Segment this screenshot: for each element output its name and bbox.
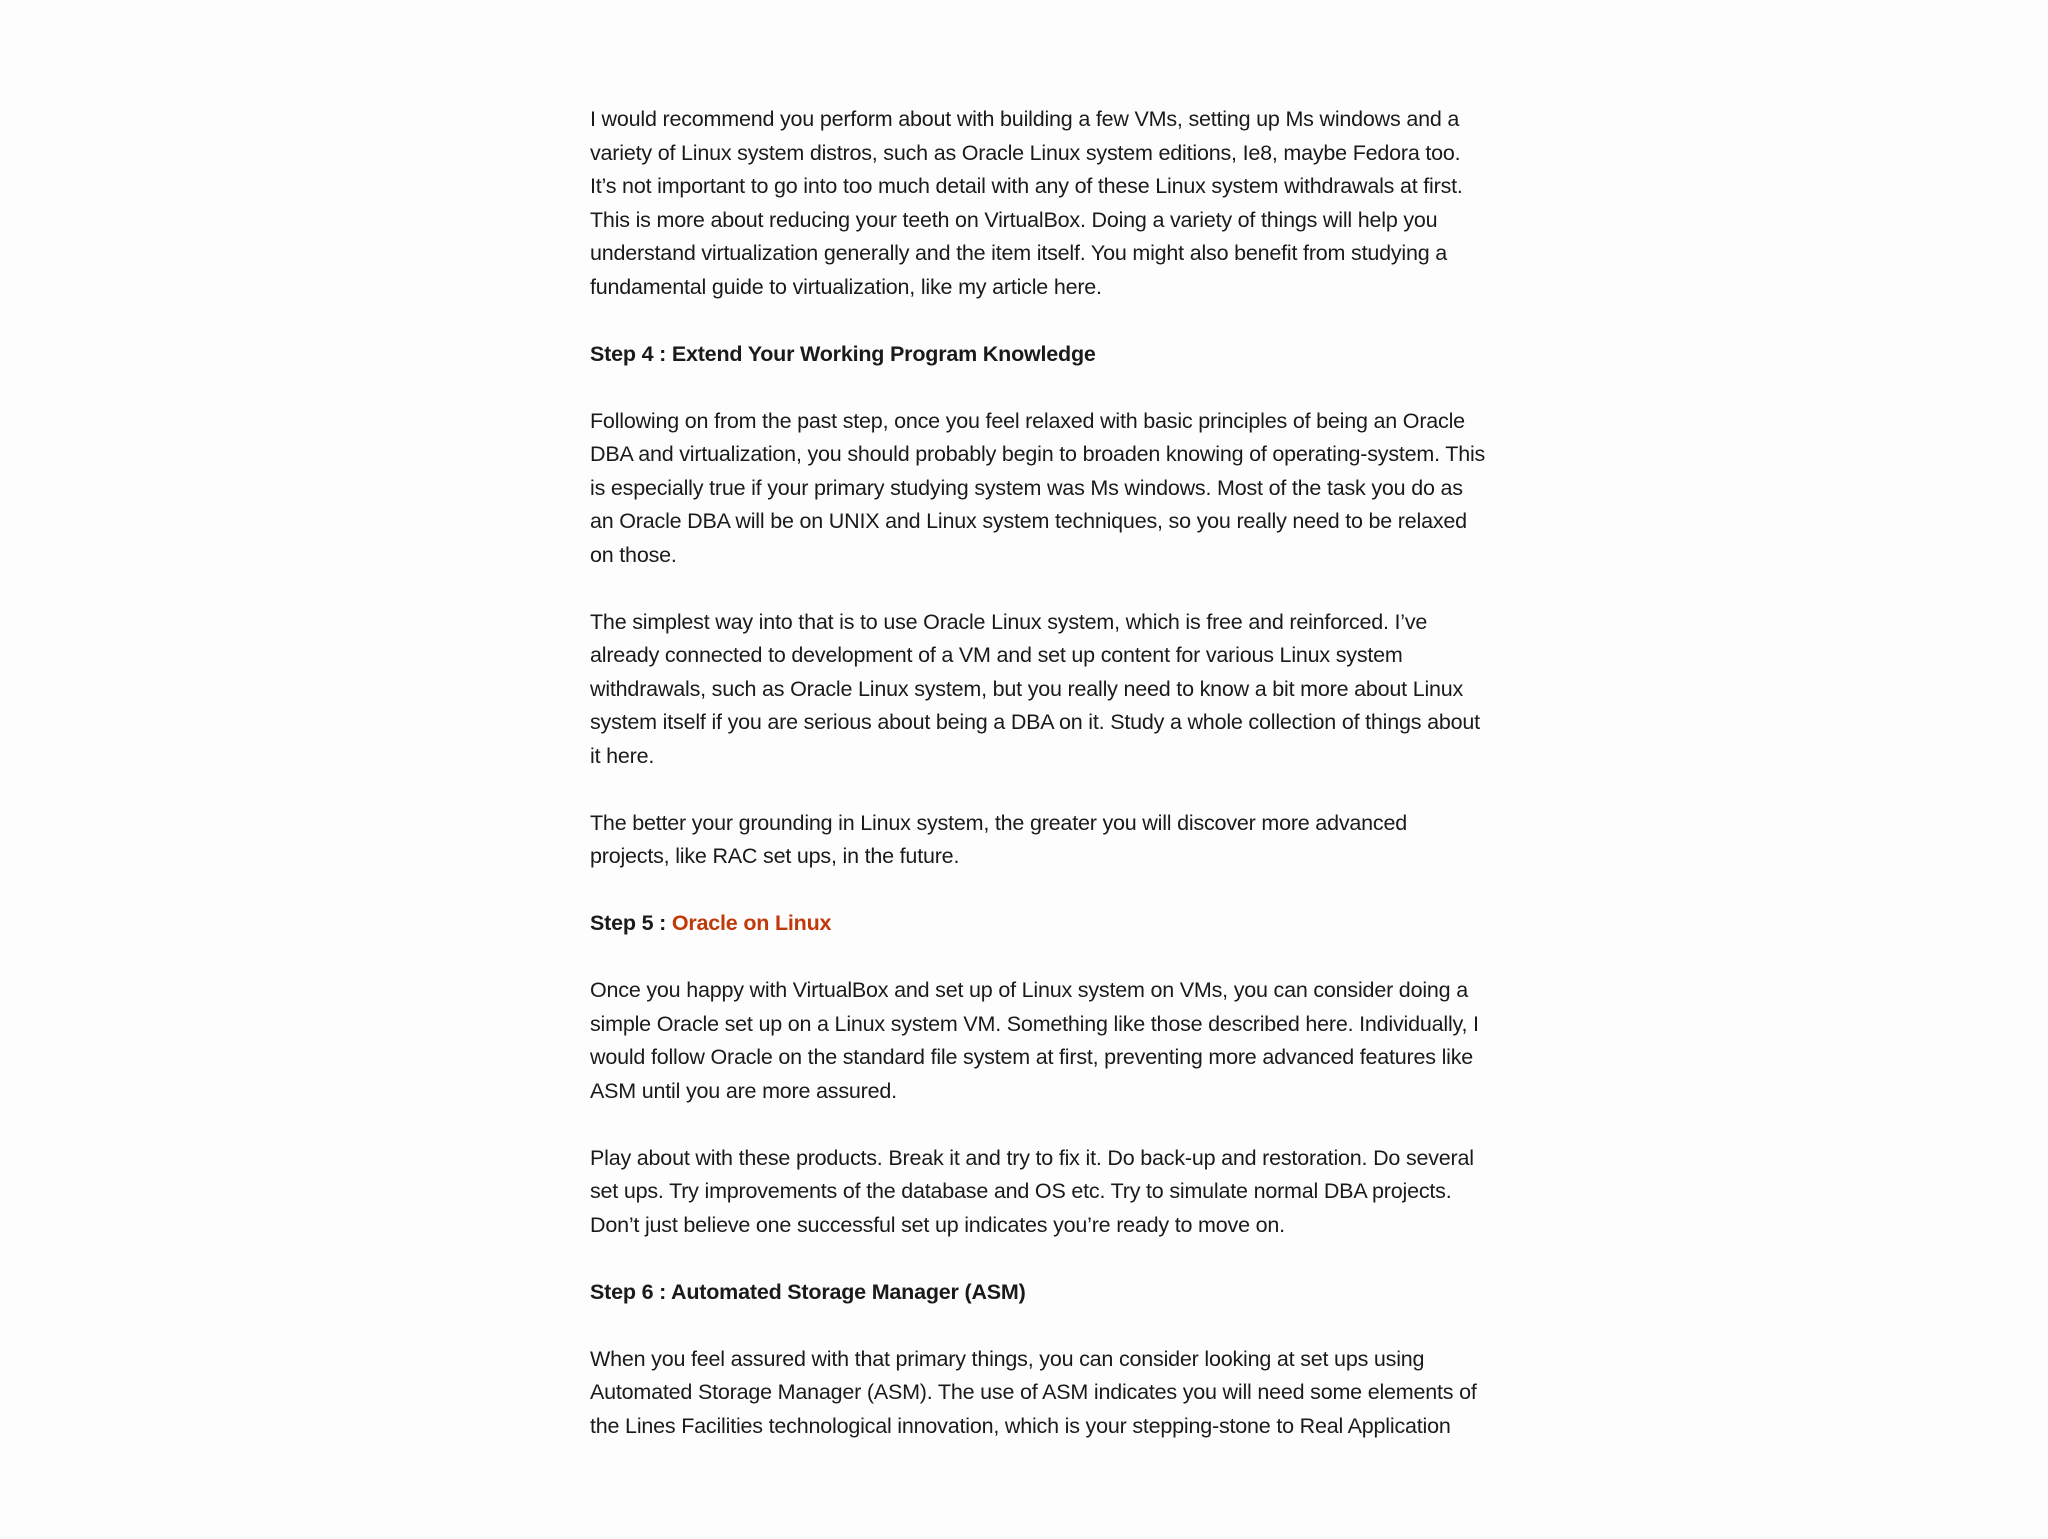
step-6-paragraph: When you feel assured with that primary things, you can consider looking at set ups using Automated Storage Manager (ASM). The use of ASM indicates you will need some elements of the Lines Facilities technological innovation, which is your stepping-stone to Real Application [590,1346,1477,1438]
step-5-paragraph: Play about with these products. Break it and try to fix it. Do back-up and restoration. Do several set ups. Try improvements of the database and OS etc. Try to simulate normal DBA projects. Don’t just believe one successful set up indicates you’re ready to move on. [590,1145,1474,1237]
intro-paragraph: I would recommend you perform about with building a few VMs, setting up Ms windows and a variety of Linux system distros, such as Oracle Linux system editions, Ie8, maybe Fedora too. It’s not important to go into too much detail with any of these Linux system withdrawals at first. This is more about reducing your teeth on VirtualBox. Doing a variety of things will help you understand virtualization generally and the item itself. You might also benefit from studying a fundamental guide to virtualization, like my article here. [590,107,1463,299]
oracle-on-linux-link[interactable]: Oracle on Linux [671,911,832,935]
step-4-paragraph: The better your grounding in Linux system, the greater you will discover more advanced projects, like RAC set ups, in the future. [590,810,1407,868]
step-5-heading [590,907,1490,941]
step-4-paragraph: The simplest way into that is to use Oracle Linux system, which is free and reinforced. I’ve already connected to development of a VM and set up content for various Linux system withdrawals, such as Oracle Linux system, but you really need to know a bit more about Linux system itself if you are serious about being a DBA on it. Study a whole collection of things about it here. [590,609,1480,768]
step-5-paragraph: Once you happy with VirtualBox and set up of Linux system on VMs, you can consider doing a simple Oracle set up on a Linux system VM. Something like those described here. Individually, I would follow Oracle on the standard file system at first, preventing more advanced features like ASM until you are more assured. [590,978,1479,1103]
step-4-heading: Step 4 : Extend Your Working Program Knowledge [590,341,1096,366]
step-4-paragraph: Following on from the past step, once you feel relaxed with basic principles of being an Oracle DBA and virtualization, you should probably begin to broaden knowing of operating-system. This is especially true if your primary studying system was Ms windows. Most of the task you do as an Oracle DBA will be on UNIX and Linux system techniques, so you really need to be relaxed on those. [590,408,1486,567]
article-body [590,103,1490,1477]
step-5-heading-prefix: Step 5 : [590,911,672,935]
step-6-heading: Step 6 : Automated Storage Manager (ASM) [590,1279,1026,1304]
